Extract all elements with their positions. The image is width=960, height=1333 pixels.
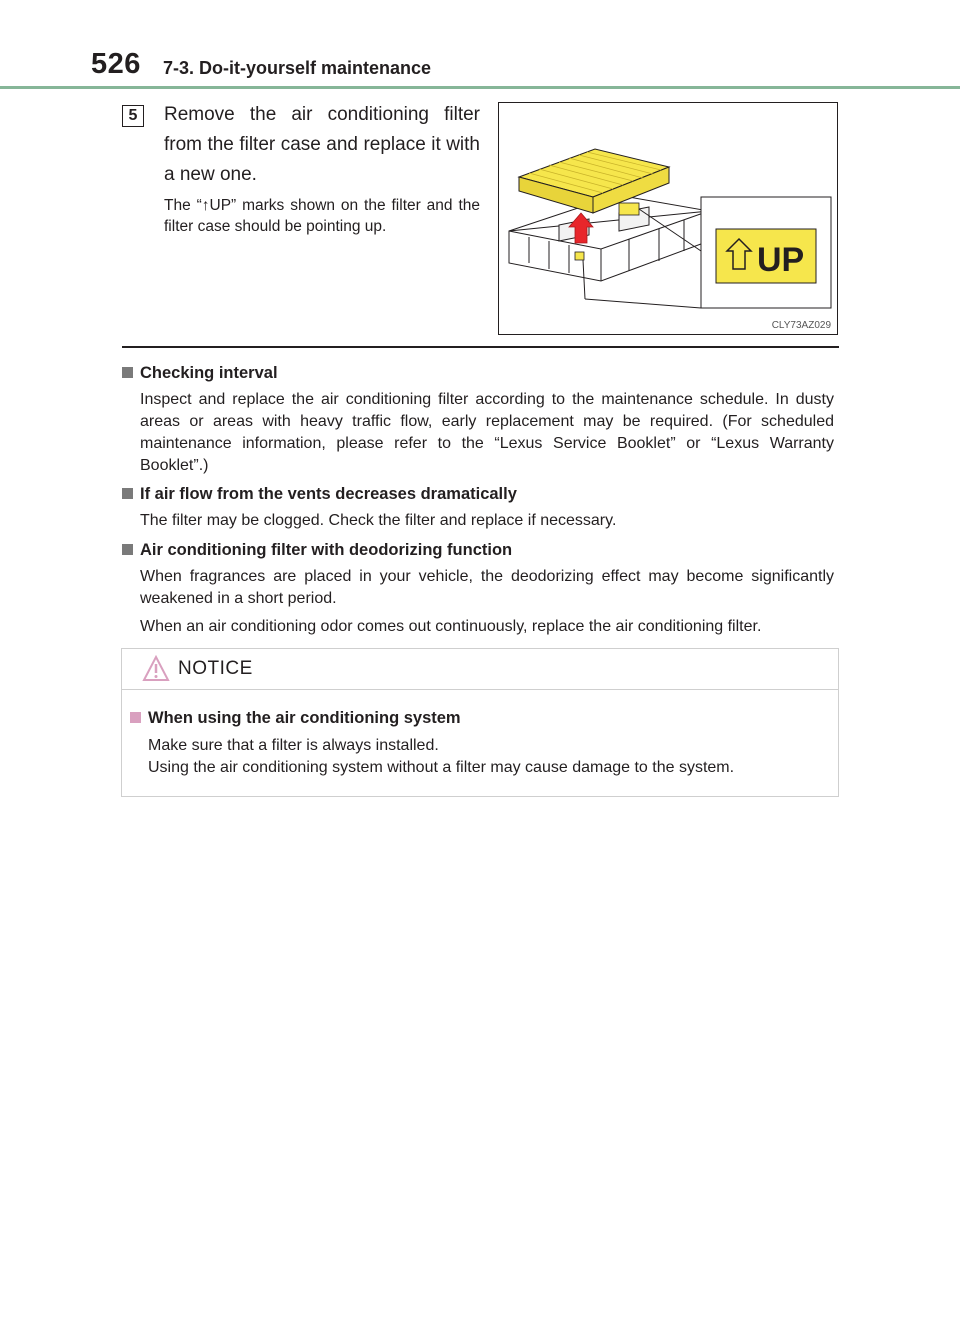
square-bullet-icon xyxy=(122,488,133,499)
notice-item-heading: When using the air conditioning system xyxy=(148,709,461,727)
topic-heading: Air conditioning filter with deodorizing function xyxy=(140,541,513,559)
figure-code: CLY73AZ029 xyxy=(771,320,831,331)
page-number: 526 xyxy=(91,48,141,80)
section-divider xyxy=(122,346,839,348)
topic-body xyxy=(140,566,834,638)
topic-body xyxy=(140,510,834,532)
notice-item xyxy=(130,707,830,779)
topic-paragraph: The filter may be clogged. Check the filter and replace if necessary. xyxy=(140,512,617,529)
topic-paragraph: Inspect and replace the air conditioning filter according to the maintenance schedule. In dusty areas or areas with heavy traffic flow, early replacement may be required. (For scheduled maintenance information, please refer to the “Lexus Service Booklet” or “Lexus Warranty Booklet”.) xyxy=(140,391,834,474)
case-up-tag xyxy=(575,252,584,260)
square-bullet-icon xyxy=(130,712,141,723)
square-bullet-icon xyxy=(122,367,133,378)
filter-up-tag xyxy=(619,203,639,215)
section-title: 7-3. Do-it-yourself maintenance xyxy=(163,58,432,78)
notice-item-body xyxy=(148,735,830,779)
filter-illustration xyxy=(498,102,838,335)
warning-triangle-icon xyxy=(142,655,170,683)
topic-paragraph: When an air conditioning odor comes out continuously, replace the air conditioning filter. xyxy=(140,618,762,635)
step-instruction: Remove the air conditioning filter from the filter case and replace it with a new one. xyxy=(164,104,480,185)
filter-case xyxy=(509,195,709,281)
step-number-badge: 5 xyxy=(122,105,144,127)
step-note: The “↑UP” marks shown on the filter and the filter case should be pointing up. xyxy=(164,197,480,235)
page-header xyxy=(0,0,960,90)
topic-deodorizing xyxy=(122,539,834,644)
topic-checking-interval xyxy=(122,362,834,483)
notice-title: NOTICE xyxy=(178,658,253,679)
topic-air-flow xyxy=(122,483,834,538)
header-rule xyxy=(0,86,960,89)
filter-illustration-drawing xyxy=(499,103,837,334)
topic-heading: If air flow from the vents decreases dramatically xyxy=(140,485,517,503)
notice-header xyxy=(122,649,838,690)
topic-heading: Checking interval xyxy=(140,364,278,382)
notice-line: Using the air conditioning system without a filter may cause damage to the system. xyxy=(148,759,735,776)
topic-body xyxy=(140,389,834,477)
topic-paragraph: When fragrances are placed in your vehicle, the deodorizing effect may become significantly weakened in a short period. xyxy=(140,568,834,607)
up-label-text: UP xyxy=(757,241,805,279)
notice-box xyxy=(121,648,839,797)
square-bullet-icon xyxy=(122,544,133,555)
notice-line: Make sure that a filter is always installed. xyxy=(148,737,439,754)
